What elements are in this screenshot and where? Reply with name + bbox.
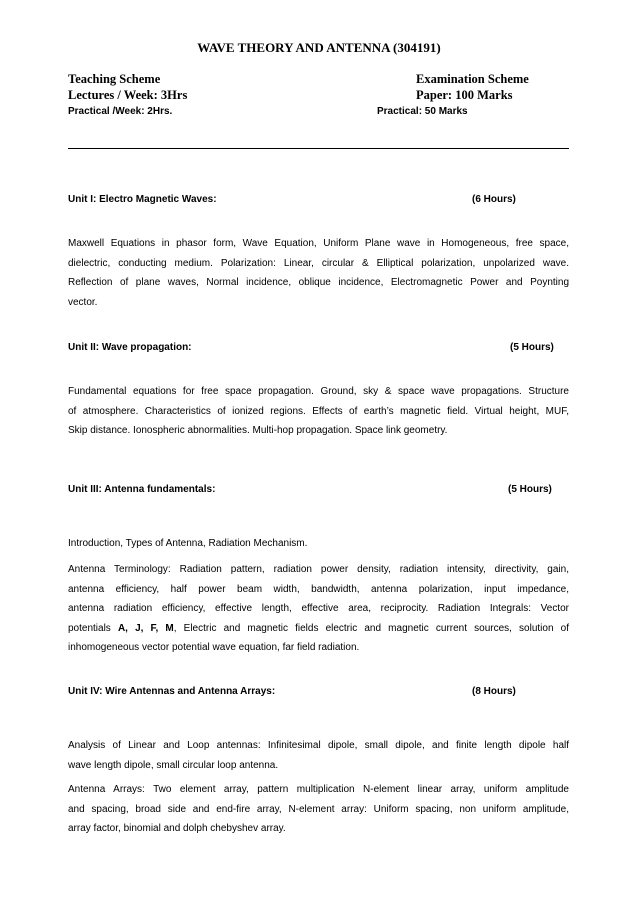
teaching-scheme-label: Teaching Scheme bbox=[68, 72, 161, 86]
practical-per-week: Practical /Week: 2Hrs. bbox=[68, 106, 173, 117]
text-line: Antenna Arrays: Two element array, pattern multiplication N-element linear array, uniform amplitude bbox=[68, 784, 569, 795]
text-line: Introduction, Types of Antenna, Radiation Mechanism. bbox=[68, 538, 308, 549]
text-line: vector. bbox=[68, 296, 98, 308]
unit-4-arrays bbox=[68, 780, 569, 839]
text-line: array factor, binomial and dolph chebyshev array. bbox=[68, 823, 286, 835]
text-line: inhomogeneous vector potential wave equation, far field radiation. bbox=[68, 642, 360, 654]
text-line-potentials bbox=[68, 619, 569, 639]
practical-marks: Practical: 50 Marks bbox=[377, 106, 468, 117]
text-line: Fundamental equations for free space propagation. Ground, sky & space wave propagations. Structure bbox=[68, 386, 569, 397]
potentials-suffix: , Electric and magnetic fields electric and magnetic current sources, solution of bbox=[173, 622, 569, 634]
header-divider bbox=[68, 148, 569, 149]
unit-4-analysis bbox=[68, 736, 569, 775]
potentials-prefix: potentials bbox=[68, 622, 118, 634]
unit-2-content bbox=[68, 382, 569, 441]
text-line: and spacing, broad side and end-fire array, N-element array: Uniform spacing, non uniform amplitude, bbox=[68, 803, 569, 815]
text-line: antenna efficiency, half power beam width, bandwidth, antenna polarization, input impedance, bbox=[68, 583, 569, 595]
text-line: dielectric, conducting medium. Polarization: Linear, circular & Elliptical polarization, unpolarized wave. bbox=[68, 257, 569, 269]
unit-4-title: Unit IV: Wire Antennas and Antenna Arrays: bbox=[68, 686, 276, 697]
paper-marks: Paper: 100 Marks bbox=[416, 88, 513, 102]
text-line: antenna radiation efficiency, effective length, effective area, reciprocity. Radiation Integrals: Vector bbox=[68, 603, 569, 615]
text-line: Antenna Terminology: Radiation pattern, radiation power density, radiation intensity, directivity, gain, bbox=[68, 564, 569, 575]
text-line: Maxwell Equations in phasor form, Wave Equation, Uniform Plane wave in Homogeneous, free space, bbox=[68, 238, 569, 249]
unit-1-content bbox=[68, 234, 569, 312]
page-title: WAVE THEORY AND ANTENNA (304191) bbox=[197, 40, 441, 55]
text-line: Skip distance. Ionospheric abnormalities. Multi-hop propagation. Space link geometry. bbox=[68, 425, 448, 437]
unit-2-hours: (5 Hours) bbox=[510, 342, 554, 353]
unit-3-intro bbox=[68, 534, 569, 554]
unit-3-hours: (5 Hours) bbox=[508, 484, 552, 495]
unit-3-title: Unit III: Antenna fundamentals: bbox=[68, 484, 216, 495]
text-line: Reflection of plane waves, Normal incidence, oblique incidence, Electromagnetic Power and Poynting bbox=[68, 277, 569, 289]
text-line: of atmosphere. Characteristics of ionized regions. Effects of earth’s magnetic field. Virtual height, MUF, bbox=[68, 405, 569, 417]
text-line: Analysis of Linear and Loop antennas: Infinitesimal dipole, small dipole, and finite length dipole half bbox=[68, 740, 569, 751]
unit-1-title: Unit I: Electro Magnetic Waves: bbox=[68, 194, 217, 205]
unit-1-hours: (6 Hours) bbox=[472, 194, 516, 205]
unit-2-title: Unit II: Wave propagation: bbox=[68, 342, 192, 353]
unit-4-hours: (8 Hours) bbox=[472, 686, 516, 697]
examination-scheme-label: Examination Scheme bbox=[416, 72, 529, 86]
potentials-symbols: A, J, F, M bbox=[117, 622, 174, 634]
unit-3-terminology bbox=[68, 560, 569, 658]
lectures-per-week: Lectures / Week: 3Hrs bbox=[68, 88, 188, 102]
text-line: wave length dipole, small circular loop antenna. bbox=[68, 759, 279, 771]
